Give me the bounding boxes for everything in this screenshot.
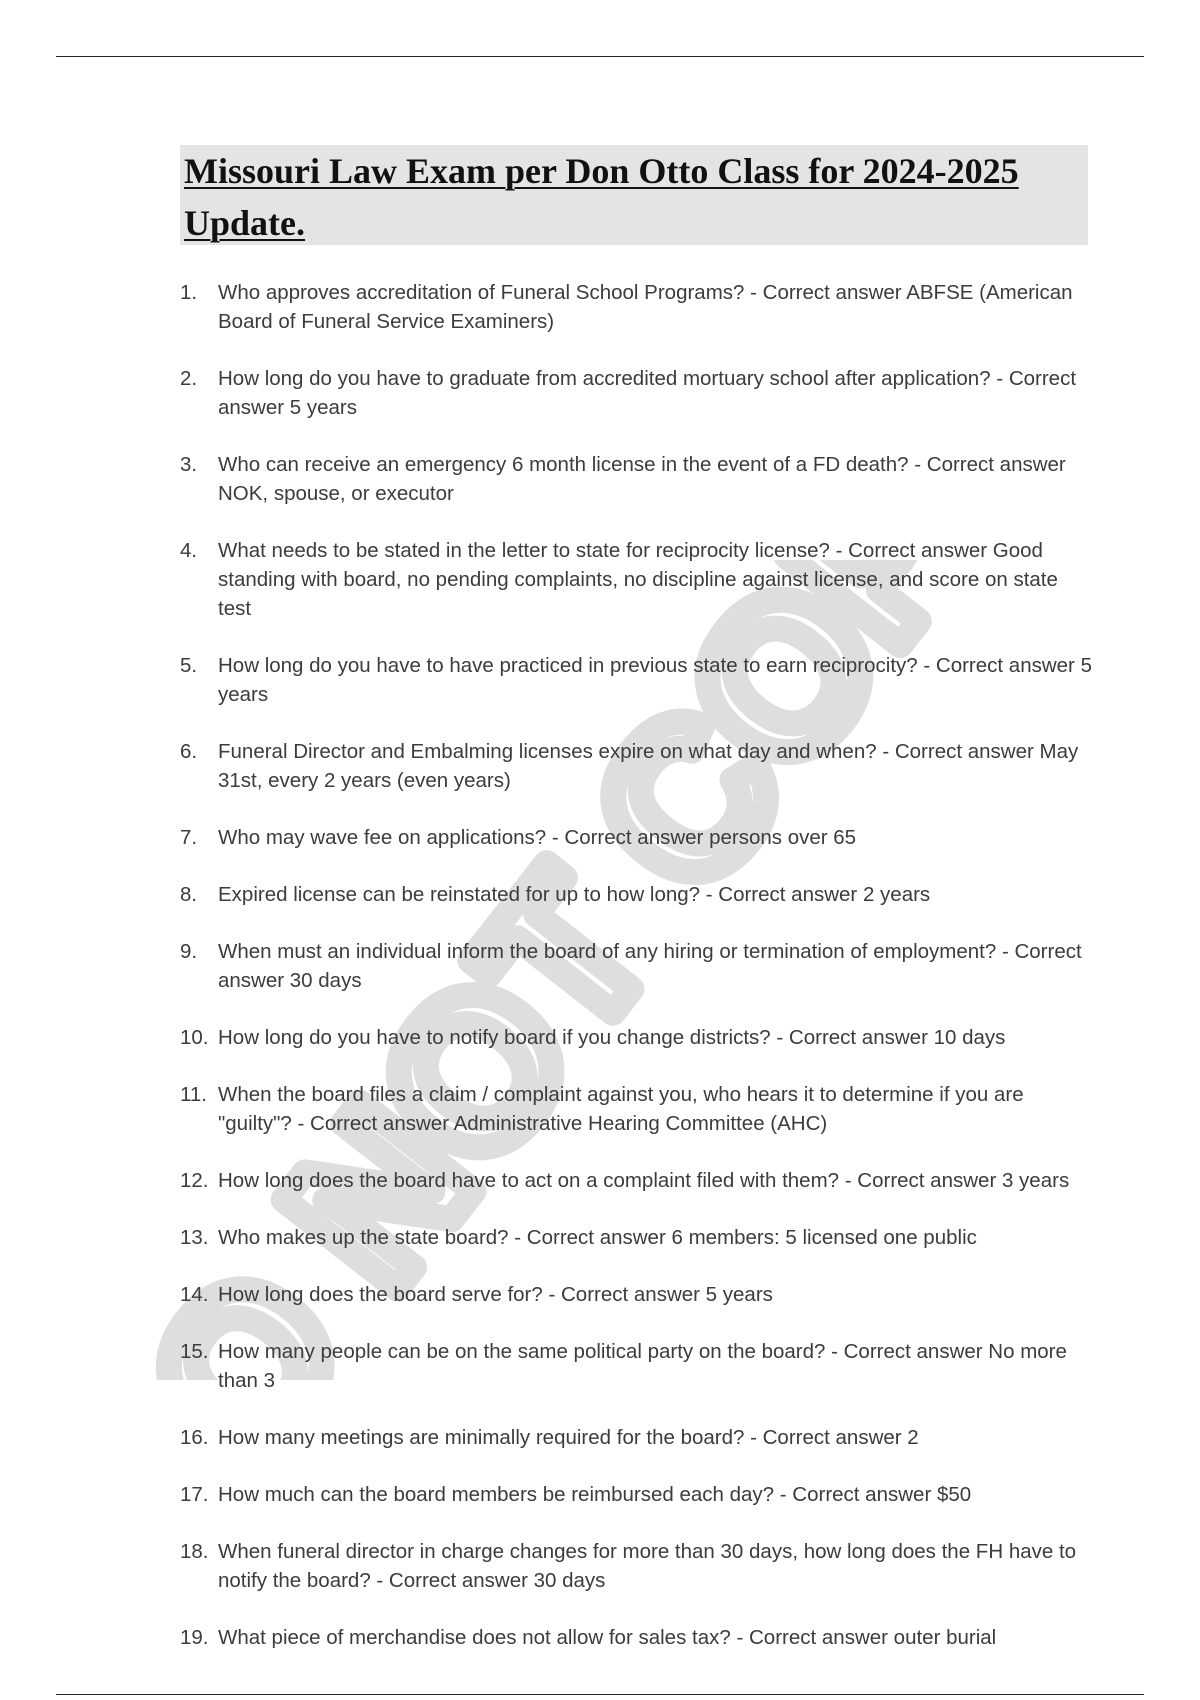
item-number: 14.: [180, 1283, 209, 1306]
list-item: [180, 1337, 1092, 1395]
list-item: [180, 737, 1092, 795]
item-number: 19.: [180, 1626, 209, 1649]
item-number: 1.: [180, 281, 198, 304]
item-number: 15.: [180, 1340, 209, 1363]
top-rule: [56, 56, 1144, 57]
item-number: 3.: [180, 453, 198, 476]
item-text: Who approves accreditation of Funeral School Programs? - Correct answer ABFSE (American Board of Funeral Service Examiners): [218, 281, 1073, 333]
item-number: 13.: [180, 1226, 209, 1249]
item-text: How many meetings are minimally required for the board? - Correct answer 2: [218, 1426, 919, 1449]
item-text: When funeral director in charge changes for more than 30 days, how long does the FH have to notify the board? - Correct answer 30 days: [218, 1540, 1077, 1592]
list-item: [180, 1623, 1092, 1652]
item-text: How much can the board members be reimbursed each day? - Correct answer $50: [218, 1483, 972, 1506]
list-item: [180, 1166, 1092, 1195]
list-item: [180, 651, 1092, 709]
item-number: 9.: [180, 940, 198, 963]
list-item: [180, 536, 1092, 623]
item-number: 11.: [180, 1083, 207, 1106]
item-number: 10.: [180, 1026, 209, 1049]
item-number: 12.: [180, 1169, 209, 1192]
item-text: How long do you have to graduate from accredited mortuary school after application? - Correct answer 5 years: [218, 367, 1077, 419]
item-text: Funeral Director and Embalming licenses expire on what day and when? - Correct answer May 31st, every 2 years (even years): [218, 740, 1079, 792]
watermark-text: NOT COPY: [239, 560, 1030, 1328]
item-text: When the board files a claim / complaint against you, who hears it to determine if you are "guilty"? - Correct answer Administrative Hearing Committee (AHC): [218, 1083, 1024, 1135]
list-item: [180, 1223, 1092, 1252]
item-text: Who makes up the state board? - Correct answer 6 members: 5 licensed one public: [218, 1226, 977, 1249]
item-text: How many people can be on the same political party on the board? - Correct answer No more than 3: [218, 1340, 1067, 1392]
list-item: [180, 823, 1092, 852]
list-item: [180, 1023, 1092, 1052]
list-item: [180, 937, 1092, 995]
item-text: When must an individual inform the board of any hiring or termination of employment? - Correct answer 30 days: [218, 940, 1082, 992]
item-number: 16.: [180, 1426, 209, 1449]
bottom-rule: [56, 1694, 1144, 1695]
item-text: How long does the board have to act on a complaint filed with them? - Correct answer 3 years: [218, 1169, 1070, 1192]
item-text: How long does the board serve for? - Correct answer 5 years: [218, 1283, 773, 1306]
item-number: 8.: [180, 883, 198, 906]
document-title: Missouri Law Exam per Don Otto Class for 2024-2025 Update.: [184, 151, 1019, 243]
list-item: [180, 1280, 1092, 1309]
list-item: [180, 880, 1092, 909]
list-item: [180, 1537, 1092, 1595]
item-number: 4.: [180, 539, 198, 562]
item-text: How long do you have to have practiced in previous state to earn reciprocity? - Correct answer 5 years: [218, 654, 1092, 706]
list-item: [180, 1080, 1092, 1138]
question-list: [180, 278, 1092, 1652]
item-text: What piece of merchandise does not allow for sales tax? - Correct answer outer burial: [218, 1626, 997, 1649]
list-item: [180, 450, 1092, 508]
list-item: [180, 364, 1092, 422]
item-number: 17.: [180, 1483, 209, 1506]
item-text: Who may wave fee on applications? - Correct answer persons over 65: [218, 826, 857, 849]
list-item: [180, 1480, 1092, 1509]
item-number: 5.: [180, 654, 198, 677]
item-number: 6.: [180, 740, 198, 763]
item-text: What needs to be stated in the letter to state for reciprocity license? - Correct answer Good standing with board, no pending complaints, no discipline against license, and score on state test: [218, 539, 1058, 620]
item-number: 18.: [180, 1540, 209, 1563]
item-number: 2.: [180, 367, 198, 390]
item-text: How long do you have to notify board if you change districts? - Correct answer 10 days: [218, 1026, 1006, 1049]
title-box: [180, 145, 1088, 245]
list-item: [180, 278, 1092, 336]
item-text: Who can receive an emergency 6 month license in the event of a FD death? - Correct answer NOK, spouse, or executor: [218, 453, 1066, 505]
item-text: Expired license can be reinstated for up to how long? - Correct answer 2 years: [218, 883, 931, 906]
item-number: 7.: [180, 826, 198, 849]
list-item: [180, 1423, 1092, 1452]
